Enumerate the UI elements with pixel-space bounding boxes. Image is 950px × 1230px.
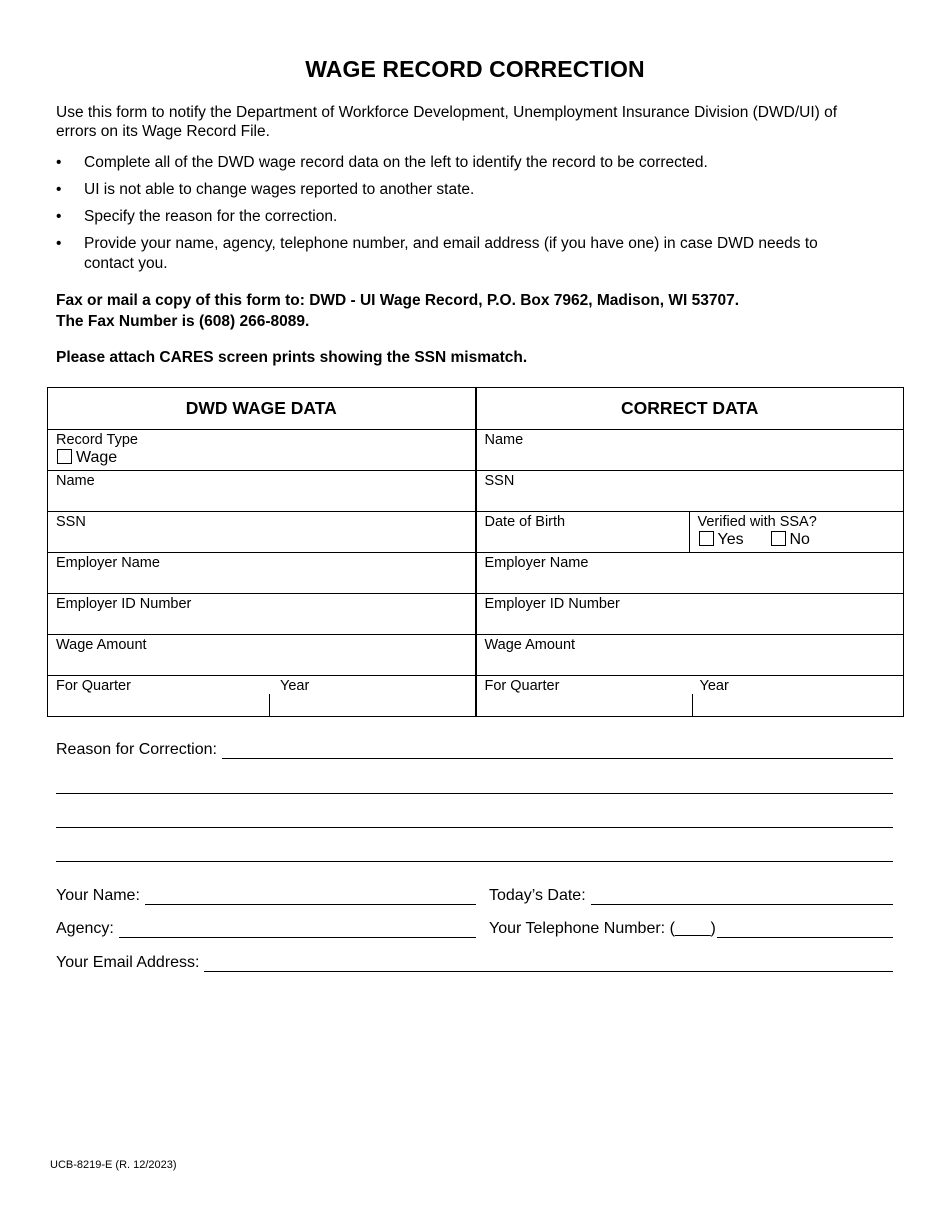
verified-ssa-label: Verified with SSA? bbox=[697, 514, 817, 530]
wage-option[interactable] bbox=[57, 449, 117, 467]
verified-no-option[interactable] bbox=[771, 531, 810, 549]
wage-option-label: Wage bbox=[76, 449, 118, 466]
page-title: WAGE RECORD CORRECTION bbox=[305, 56, 645, 82]
yes-label: Yes bbox=[717, 531, 744, 548]
correct-quarter-year-field[interactable] bbox=[476, 676, 904, 717]
dwd-wage-amount-label: Wage Amount bbox=[56, 637, 147, 653]
correct-employer-name-field[interactable] bbox=[476, 553, 904, 594]
email-input-line[interactable] bbox=[204, 954, 893, 972]
correct-name-field[interactable] bbox=[476, 430, 904, 471]
reason-label: Reason for Correction: bbox=[56, 741, 217, 758]
dwd-ssn-label: SSN bbox=[56, 514, 86, 530]
dwd-quarter-label: For Quarter bbox=[56, 678, 131, 694]
list-item: • Specify the reason for the correction. bbox=[56, 207, 856, 227]
fax-number: The Fax Number is (608) 266-8089. bbox=[56, 313, 310, 330]
list-item: • Complete all of the DWD wage record data on the left to identify the record to be corrected. bbox=[56, 153, 856, 173]
correct-year-label: Year bbox=[699, 678, 729, 694]
dob-divider bbox=[689, 512, 690, 552]
no-checkbox[interactable] bbox=[771, 531, 786, 546]
intro-text: Use this form to notify the Department of Workforce Development, Unemployment Insurance Division (DWD/UI) of errors on its Wage Record File. bbox=[56, 104, 838, 140]
quarter-divider bbox=[692, 694, 693, 716]
correct-wage-amount-field[interactable] bbox=[476, 635, 904, 676]
dwd-record-type-cell bbox=[48, 430, 476, 471]
verified-yes-option[interactable] bbox=[699, 531, 744, 549]
wage-data-table bbox=[47, 387, 904, 717]
todays-date-label: Today’s Date: bbox=[489, 887, 586, 904]
dwd-name-label: Name bbox=[56, 473, 95, 489]
email-label: Your Email Address: bbox=[56, 954, 200, 971]
agency-field[interactable] bbox=[56, 920, 476, 938]
mail-instructions: Fax or mail a copy of this form to: DWD - UI Wage Record, P.O. Box 7962, Madison, WI 53707. bbox=[56, 292, 740, 309]
dwd-employer-name-field[interactable] bbox=[48, 553, 476, 594]
telephone-input-line[interactable] bbox=[717, 920, 893, 938]
your-name-input-line[interactable] bbox=[145, 887, 476, 905]
correct-data-header: CORRECT DATA bbox=[476, 388, 904, 430]
correct-wage-amount-label: Wage Amount bbox=[484, 637, 576, 653]
form-number: UCB-8219-E (R. 12/2023) bbox=[50, 1159, 177, 1171]
correct-employer-name-label: Employer Name bbox=[484, 555, 589, 571]
dwd-quarter-year-field[interactable] bbox=[48, 676, 476, 717]
todays-date-input-line[interactable] bbox=[591, 887, 893, 905]
telephone-label: Your Telephone Number: (____) bbox=[489, 920, 716, 937]
reason-field[interactable] bbox=[56, 741, 893, 759]
telephone-field[interactable] bbox=[489, 920, 893, 938]
agency-input-line[interactable] bbox=[119, 920, 476, 938]
agency-label: Agency: bbox=[56, 920, 114, 937]
record-type-label: Record Type bbox=[56, 432, 138, 448]
dwd-year-label: Year bbox=[280, 678, 310, 694]
correct-employer-id-label: Employer ID Number bbox=[484, 596, 620, 612]
reason-line-3[interactable] bbox=[56, 827, 893, 828]
dwd-ssn-field[interactable] bbox=[48, 512, 476, 553]
yes-checkbox[interactable] bbox=[699, 531, 714, 546]
quarter-divider bbox=[269, 694, 270, 716]
list-item: • UI is not able to change wages reported to another state. bbox=[56, 180, 856, 200]
dwd-wage-amount-field[interactable] bbox=[48, 635, 476, 676]
correct-quarter-label: For Quarter bbox=[484, 678, 560, 694]
dwd-employer-id-field[interactable] bbox=[48, 594, 476, 635]
correct-dob-ssa-cell bbox=[476, 512, 904, 553]
no-label: No bbox=[789, 531, 810, 548]
wage-checkbox[interactable] bbox=[57, 449, 72, 464]
dwd-name-field[interactable] bbox=[48, 471, 476, 512]
list-item: • Provide your name, agency, telephone number, and email address (if you have one) in case DWD needs to contact you. bbox=[56, 234, 856, 274]
dwd-employer-id-label: Employer ID Number bbox=[56, 596, 192, 612]
your-name-label: Your Name: bbox=[56, 887, 140, 904]
attach-note: Please attach CARES screen prints showing the SSN mismatch. bbox=[56, 349, 528, 366]
instruction-list bbox=[56, 153, 856, 281]
todays-date-field[interactable] bbox=[489, 887, 893, 905]
correct-employer-id-field[interactable] bbox=[476, 594, 904, 635]
email-field[interactable] bbox=[56, 954, 893, 972]
reason-input-line[interactable] bbox=[222, 741, 893, 759]
correct-ssn-label: SSN bbox=[484, 473, 515, 489]
your-name-field[interactable] bbox=[56, 887, 476, 905]
dwd-employer-name-label: Employer Name bbox=[56, 555, 160, 571]
correct-name-label: Name bbox=[484, 432, 524, 448]
reason-line-2[interactable] bbox=[56, 793, 893, 794]
dwd-wage-data-header: DWD WAGE DATA bbox=[48, 388, 476, 430]
correct-ssn-field[interactable] bbox=[476, 471, 904, 512]
reason-line-4[interactable] bbox=[56, 861, 893, 862]
dob-label: Date of Birth bbox=[484, 514, 566, 530]
